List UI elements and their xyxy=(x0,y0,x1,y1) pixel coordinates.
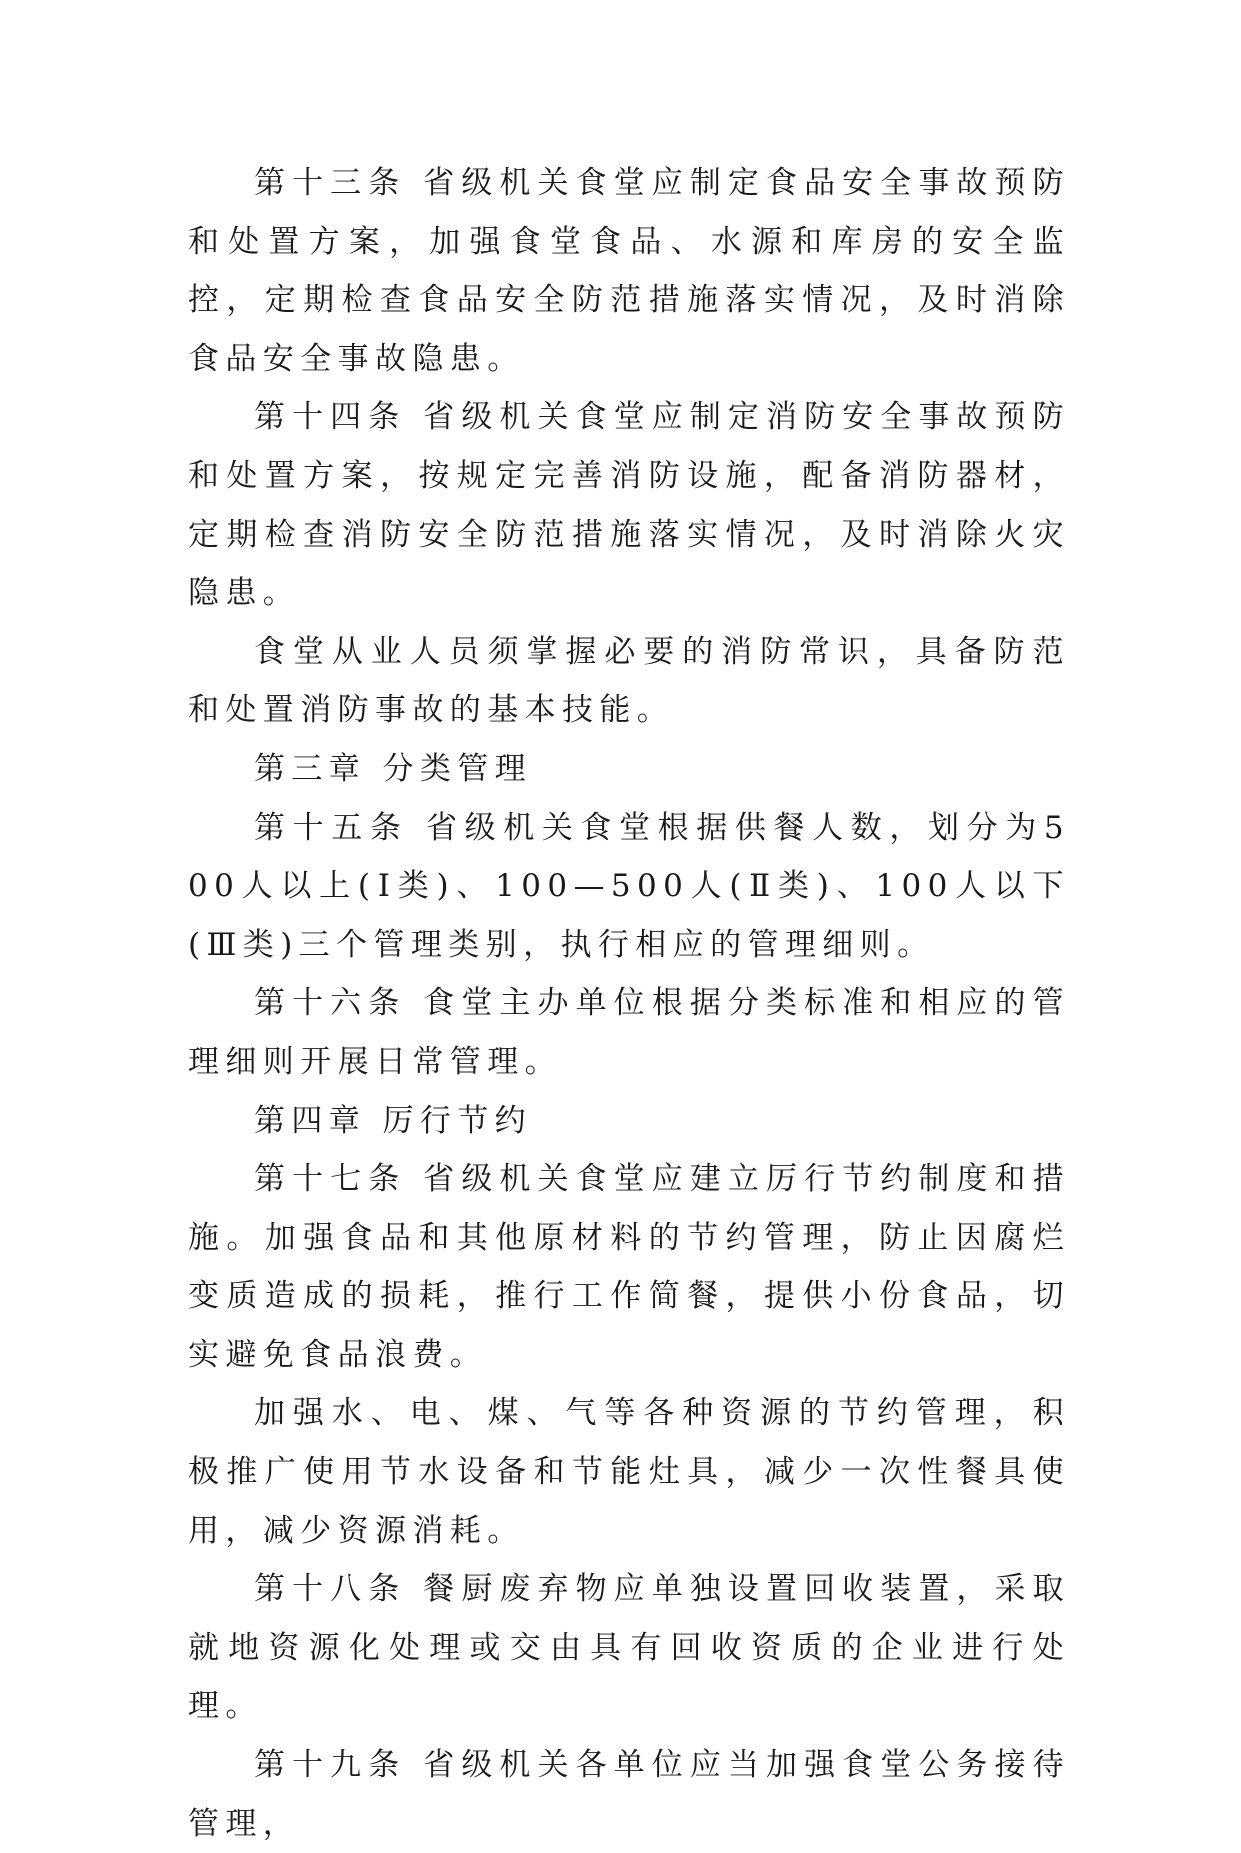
paragraph-fire-safety-skills: 食堂从业人员须掌握必要的消防常识，具备防范和处置消防事故的基本技能。 xyxy=(188,633,1070,729)
paragraph-resource-saving: 加强水、电、煤、气等各种资源的节约管理，积极推广使用节水设备和节能灶具，减少一次性餐具使用，减少资源消耗。 xyxy=(188,1395,1070,1549)
paragraph-article-15: 第十五条 省级机关食堂根据供餐人数，划分为500人以上(Ⅰ类)、100—500人(Ⅱ类)、100人以下(Ⅲ类)三个管理类别，执行相应的管理细则。 xyxy=(188,809,1070,963)
paragraph-article-16: 第十六条 食堂主办单位根据分类标准和相应的管理细则开展日常管理。 xyxy=(188,985,1070,1080)
paragraph-article-18: 第十八条 餐厨废弃物应单独设置回收装置，采取就地资源化处理或交由具有回收资质的企业进行处理。 xyxy=(188,1571,1070,1725)
paragraph-article-17: 第十七条 省级机关食堂应建立厉行节约制度和措施。加强食品和其他原材料的节约管理，防止因腐烂变质造成的损耗，推行工作简餐，提供小份食品，切实避免食品浪费。 xyxy=(188,1161,1070,1373)
paragraph-article-19: 第十九条 省级机关各单位应当加强食堂公务接待管理， xyxy=(188,1747,1070,1842)
chapter-heading-4: 第四章 厉行节约 xyxy=(254,1102,533,1139)
document-page xyxy=(188,154,1070,1853)
chapter-heading-3: 第三章 分类管理 xyxy=(254,750,533,787)
paragraph-article-14: 第十四条 省级机关食堂应制定消防安全事故预防和处置方案，按规定完善消防设施，配备消防器材，定期检查消防安全防范措施落实情况，及时消除火灾隐患。 xyxy=(188,399,1070,612)
paragraph-article-13: 第十三条 省级机关食堂应制定食品安全事故预防和处置方案，加强食堂食品、水源和库房的安全监控，定期检查食品安全防范措施落实情况，及时消除食品安全事故隐患。 xyxy=(188,165,1070,377)
